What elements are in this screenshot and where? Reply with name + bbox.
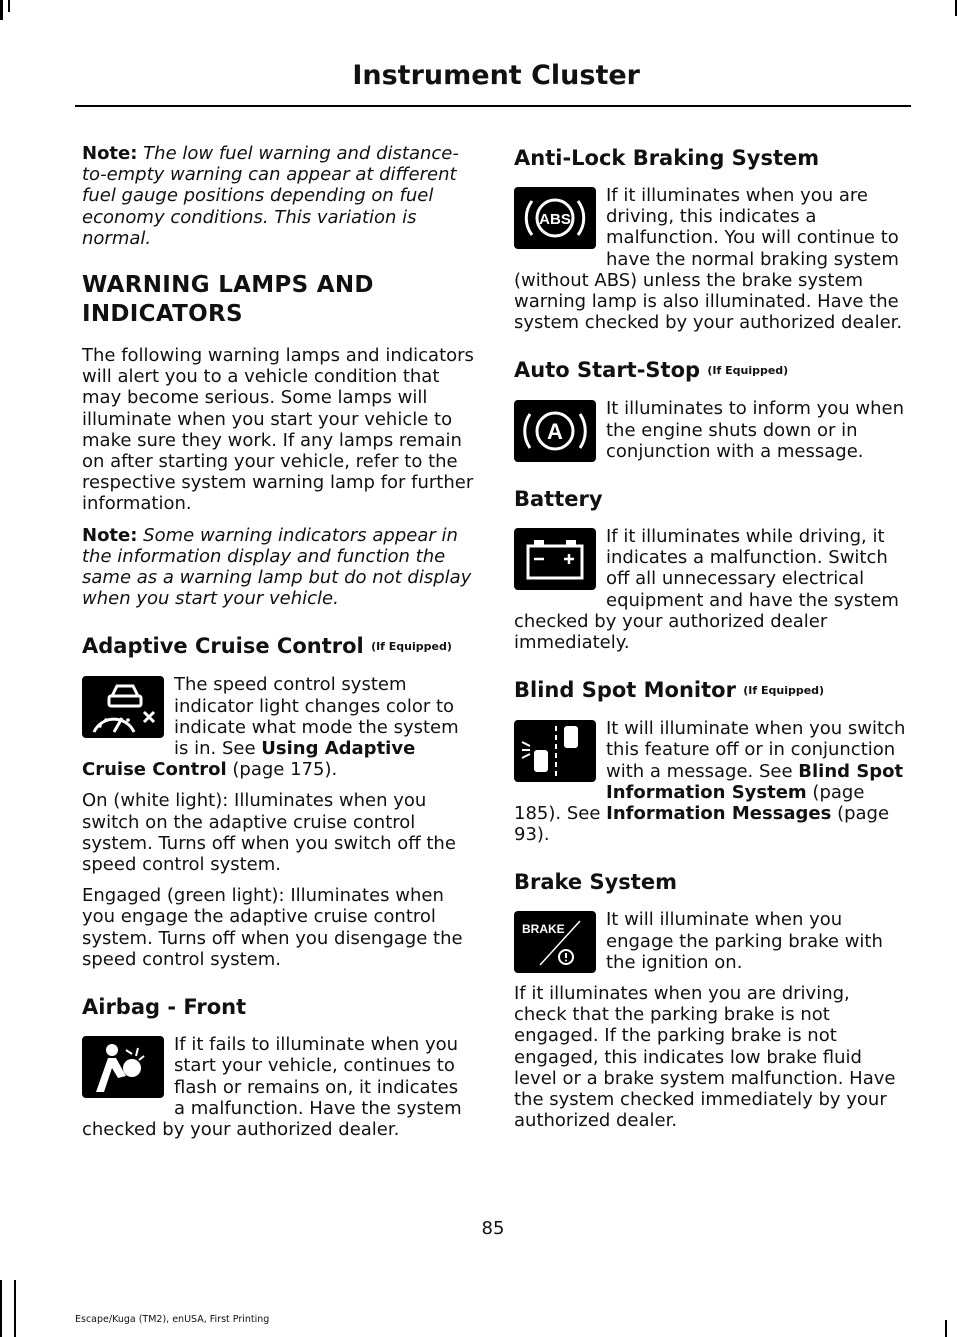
battery-text: If it illuminates while driving, it indicates a malfunction. Switch off all unnecessary electrical equipment and have the system checked by your authorized dealer immediately. — [514, 526, 899, 654]
acc-engaged-text: Engaged (green light): Illuminates when you engage the adaptive cruise control system. Turns off when you disengage the speed control system. — [82, 885, 463, 970]
brake-text-1: It will illuminate when you engage the parking brake with the ignition on. — [606, 909, 883, 973]
abs-text: If it illuminates when you are driving, this indicates a malfunction. You will continue to have the normal braking system (without ABS) unless the brake system warning lamp is also illuminated. Have the system checked by your authorized dealer. — [514, 185, 903, 334]
acc-text: The speed control system indicator light changes color to indicate what mode the system is in. See Using Adaptive Cruise Control (page 175). — [82, 674, 459, 781]
note-indicators: Note: Some warning indicators appear in the information display and function the same as a warning lamp but do not display when you start your vehicle. — [82, 524, 472, 610]
airbag-text: If it fails to illuminate when you start your vehicle, continues to flash or remains on, it indicates a malfunction. Have the system checked by your authorized dealer. — [82, 1034, 462, 1140]
brake-system-icon — [514, 911, 596, 973]
abs-icon — [514, 187, 596, 249]
ref-blind-spot[interactable]: Blind Spot Information System — [606, 760, 904, 803]
abs-icon-label: ABS — [539, 211, 571, 228]
autostart-heading: Auto Start-Stop (If Equipped) — [514, 358, 789, 383]
crop-mark — [0, 0, 3, 20]
page-header-title: Instrument Cluster — [352, 60, 640, 91]
adaptive-cruise-icon — [82, 676, 164, 738]
blind-spot-icon — [514, 720, 596, 782]
blindspot-text: It will illuminate when you switch this feature off or in conjunction with a message. See Blind Spot Information System (page 185). See Information Messages (page 93). — [514, 718, 906, 846]
footer-meta: Escape/Kuga (TM2), enUSA, First Printing — [75, 1314, 270, 1325]
crop-mark — [955, 0, 957, 16]
crop-mark — [8, 0, 10, 12]
battery-icon — [514, 528, 596, 590]
right-column — [514, 143, 906, 1142]
ref-information-messages[interactable]: Information Messages — [606, 803, 832, 825]
left-column — [82, 143, 474, 1150]
airbag-icon — [82, 1036, 164, 1098]
acc-on-text: On (white light): Illuminates when you switch on the adaptive cruise control system. Turns off when you switch off the speed control system. — [82, 790, 456, 876]
brake-text-2: If it illuminates when you are driving, check that the parking brake is not engaged. If the parking brake is not engaged, this indicates low brake fluid level or a brake system malfunction. Have the system checked immediately by your authorized dealer. — [514, 983, 896, 1132]
crop-mark — [945, 1320, 947, 1337]
crop-mark — [0, 1280, 2, 1337]
autostart-text: It illuminates to inform you when the engine shuts down or in conjunction with a message. — [606, 398, 905, 462]
airbag-heading: Airbag - Front — [82, 995, 247, 1020]
battery-heading: Battery — [514, 487, 603, 512]
header-rule — [75, 105, 911, 107]
acc-heading: Adaptive Cruise Control (If Equipped) — [82, 634, 452, 659]
brake-icon-label: BRAKE — [522, 922, 565, 937]
section-heading: WARNING LAMPS AND INDICATORS — [82, 272, 374, 328]
crop-mark — [14, 1280, 16, 1337]
auto-start-icon-label: A — [547, 419, 563, 445]
auto-start-stop-icon — [514, 400, 596, 462]
note-fuel: Note: The low fuel warning and distance-to-empty warning can appear at different fuel gauge positions depending on fuel economy conditions. This variation is normal. — [82, 143, 459, 249]
page-number: 85 — [481, 1218, 505, 1239]
blindspot-heading: Blind Spot Monitor (If Equipped) — [514, 678, 825, 703]
ref-adaptive-cruise[interactable]: Using Adaptive Cruise Control — [82, 738, 416, 781]
intro-paragraph: The following warning lamps and indicators will alert you to a vehicle condition that may become serious. Some lamps will illuminate when you start your vehicle to make sure they work. If any lamps remain on after starting your vehicle, refer to the respective system warning lamp for further information. — [82, 345, 474, 515]
abs-heading: Anti-Lock Braking System — [514, 146, 820, 170]
brake-heading: Brake System — [514, 870, 677, 895]
